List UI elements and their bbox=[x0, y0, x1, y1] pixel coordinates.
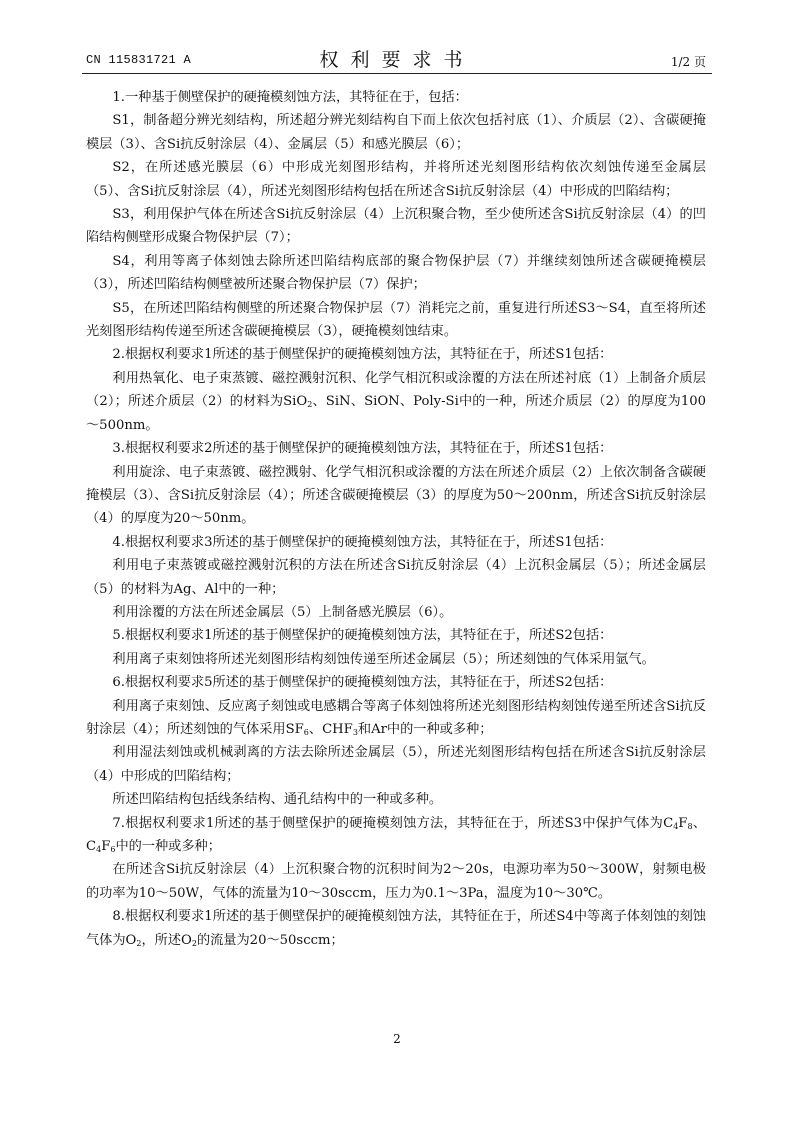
claim-8-heading: 8.根据权利要求1所述的基于侧壁保护的硬掩模刻蚀方法，其特征在于，所述S4中等离子体刻蚀的刻蚀气体为$O_2$，所述$O_2$的流量为20～50sccm； bbox=[86, 909, 706, 948]
claim-6-body-structure: 所述凹陷结构包括线条结构、通孔结构中的一种或多种。 bbox=[112, 792, 443, 808]
claim-3-heading: 3.根据权利要求2所述的基于侧壁保护的硬掩模刻蚀方法，其特征在于，所述S1包括： bbox=[112, 441, 613, 457]
page-title: 权利要求书 bbox=[319, 49, 475, 71]
page-indicator: 1/2 页 bbox=[670, 55, 706, 69]
claim-1-step-s3: S3，利用保护气体在所述含Si抗反射涂层（4）上沉积聚合物，至少使所述含Si抗反射涂层（4）的凹陷结构侧壁形成聚合物保护层（7）； bbox=[86, 207, 706, 246]
page-number: 2 bbox=[393, 1032, 401, 1046]
claim-4-body-metal: 利用电子束蒸镀或磁控溅射沉积的方法在所述含Si抗反射涂层（4）上沉积金属层（5）；所述金属层（5）的材料为Ag、Al中的一种； bbox=[86, 558, 706, 597]
claim-6-heading: 6.根据权利要求5所述的基于侧壁保护的硬掩模刻蚀方法，其特征在于，所述S2包括： bbox=[112, 675, 613, 691]
claim-4-body-photoresist: 利用涂覆的方法在所述金属层（5）上制备感光膜层（6）。 bbox=[112, 604, 453, 620]
claim-3-body: 利用旋涂、电子束蒸镀、磁控溅射、化学气相沉积或涂覆的方法在所述介质层（2）上依次制备含碳硬掩模层（3）、含Si抗反射涂层（4）；所述含碳硬掩模层（3）的厚度为50～200nm，所述含Si抗反射涂层（4）的厚度为20～50nm。 bbox=[86, 464, 706, 527]
claim-1-heading: 1.一种基于侧壁保护的硬掩模刻蚀方法，其特征在于，包括： bbox=[112, 90, 468, 105]
publication-number: CN 115831721 A bbox=[86, 53, 192, 67]
claim-4-heading: 4.根据权利要求3所述的基于侧壁保护的硬掩模刻蚀方法，其特征在于，所述S1包括： bbox=[112, 534, 613, 550]
claim-5-heading: 5.根据权利要求1所述的基于侧壁保护的硬掩模刻蚀方法，其特征在于，所述S2包括： bbox=[112, 628, 613, 644]
claim-2-heading: 2.根据权利要求1所述的基于侧壁保护的硬掩模刻蚀方法，其特征在于，所述S1包括： bbox=[112, 347, 613, 363]
claims-body bbox=[86, 86, 706, 952]
claim-7-heading: 7.根据权利要求1所述的基于侧壁保护的硬掩模刻蚀方法，其特征在于，所述S3中保护气体为$C_4F_8$、$C_4F_6$中的一种或多种； bbox=[86, 815, 707, 854]
claim-1-step-s4: S4，利用等离子体刻蚀去除所述凹陷结构底部的聚合物保护层（7）并继续刻蚀所述含碳硬掩模层（3），所述凹陷结构侧壁被所述聚合物保护层（7）保护； bbox=[86, 253, 706, 293]
header-divider bbox=[82, 73, 712, 74]
claim-1-step-s1: S1，制备超分辨光刻结构，所述超分辨光刻结构自下而上依次包括衬底（1）、介质层（2）、含碳硬掩模层（3）、含Si抗反射涂层（4）、金属层（5）和感光膜层（6）； bbox=[86, 113, 706, 152]
claim-1-step-s2: S2，在所述感光膜层（6）中形成光刻图形结构，并将所述光刻图形结构依次刻蚀传递至金属层（5）、含Si抗反射涂层（4），所述光刻图形结构包括在所述含Si抗反射涂层（4）中形成的凹陷结构； bbox=[86, 160, 706, 199]
claim-1-step-s5: S5，在所述凹陷结构侧壁的所述聚合物保护层（7）消耗完之前，重复进行所述S3～S4，直至将所述光刻图形结构传递至所述含碳硬掩模层（3），硬掩模刻蚀结束。 bbox=[86, 300, 706, 340]
claim-2-body: 利用热氧化、电子束蒸镀、磁控溅射沉积、化学气相沉积或涂覆的方法在所述衬底（1）上制备介质层（2）；所述介质层（2）的材料为SiO$_2$、SiN、SiON、Poly-Si中的一种，所述介质层（2）的厚度为100～500nm。 bbox=[86, 370, 706, 433]
claim-6-body-remove: 利用湿法刻蚀或机械剥离的方法去除所述金属层（5），所述光刻图形结构包括在所述含Si抗反射涂层（4）中形成的凹陷结构； bbox=[86, 745, 706, 784]
claim-7-body: 在所述含Si抗反射涂层（4）上沉积聚合物的沉积时间为2～20s，电源功率为50～300W，射频电极的功率为10～50W，气体的流量为10～30sccm，压力为0.1～3Pa，温度为10～30℃。 bbox=[86, 862, 706, 901]
claim-5-body: 利用离子束刻蚀将所述光刻图形结构刻蚀传递至所述金属层（5）；所述刻蚀的气体采用氩气。 bbox=[112, 651, 655, 667]
claim-6-body-etch: 利用离子束刻蚀、反应离子刻蚀或电感耦合等离子体刻蚀将所述光刻图形结构刻蚀传递至所述含Si抗反射涂层（4）；所述刻蚀的气体采用$SF_6$、$CHF_3$和Ar中的一种或多种； bbox=[86, 698, 706, 737]
